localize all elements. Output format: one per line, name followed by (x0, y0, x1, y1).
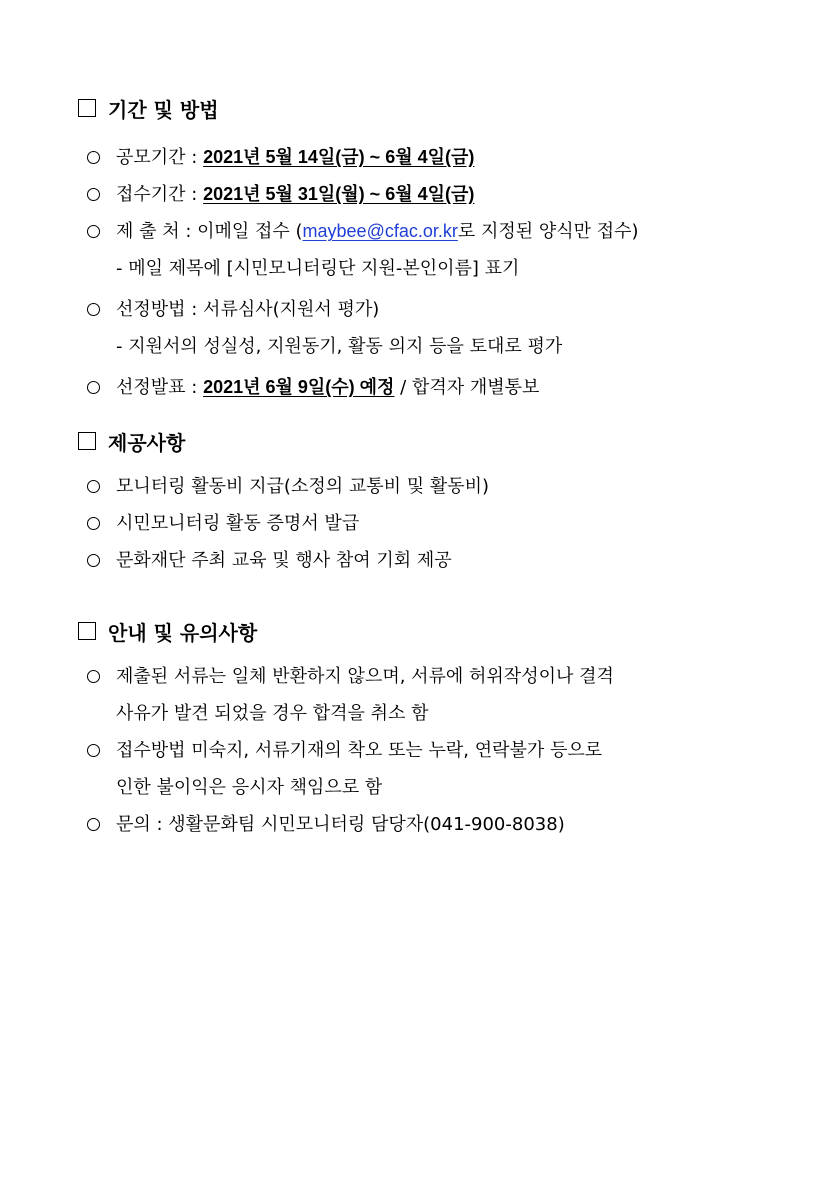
circle-bullet-icon (87, 381, 100, 394)
section-period-method (78, 93, 778, 406)
list-item (78, 505, 778, 542)
circle-bullet-icon (87, 818, 100, 831)
section-heading (78, 93, 778, 123)
item-label: 제출된 서류는 일체 반환하지 않으며, 서류에 허위작성이나 결격 (116, 666, 614, 687)
item-emphasis: 2021년 6월 9일(수) 예정 (203, 377, 395, 397)
item-after: / 합격자 개별통보 (394, 377, 540, 398)
circle-bullet-icon (87, 744, 100, 757)
circle-bullet-icon (87, 225, 100, 238)
item-subline: - 메일 제목에 [시민모니터링단 지원-본인이름] 표기 (116, 258, 520, 279)
section-title: 기간 및 방법 (108, 97, 219, 122)
section-benefits (78, 426, 778, 579)
list-item (78, 658, 778, 695)
circle-bullet-icon (87, 517, 100, 530)
item-label: 공모기간 : (116, 147, 204, 168)
item-after: 로 지정된 양식만 접수) (457, 221, 639, 242)
list-item-announcement (78, 369, 778, 406)
checkbox-icon (78, 622, 96, 640)
circle-bullet-icon (87, 554, 100, 567)
circle-bullet-icon (87, 670, 100, 683)
checkbox-icon (78, 99, 96, 117)
item-subline: - 지원서의 성실성, 지원동기, 활동 의지 등을 토대로 평가 (116, 336, 563, 357)
circle-bullet-icon (87, 303, 100, 316)
section-heading (78, 426, 778, 456)
email-link[interactable]: maybee@cfac.or.kr (302, 221, 458, 241)
section-title: 안내 및 유의사항 (108, 620, 258, 645)
section-notice (78, 616, 778, 843)
section-heading (78, 616, 778, 646)
item-label: 선정발표 : (116, 377, 204, 398)
item-emphasis: 2021년 5월 14일(금) ~ 6월 4일(금) (203, 147, 475, 167)
circle-bullet-icon (87, 480, 100, 493)
circle-bullet-icon (87, 188, 100, 201)
list-item-submission (78, 213, 778, 250)
item-label: 제 출 처 : 이메일 접수 ( (116, 221, 303, 242)
list-item-selection-method (78, 291, 778, 328)
list-item-application-period (78, 139, 778, 176)
circle-bullet-icon (87, 151, 100, 164)
list-item (78, 542, 778, 579)
item-label: 선정방법 : 서류심사(지원서 평가) (116, 299, 380, 320)
item-emphasis: 2021년 5월 31일(월) ~ 6월 4일(금) (203, 184, 475, 204)
list-item (78, 732, 778, 769)
checkbox-icon (78, 432, 96, 450)
item-subline: 사유가 발견 되었을 경우 합격을 취소 함 (116, 703, 429, 724)
item-label: 접수기간 : (116, 184, 204, 205)
list-item-contact (78, 806, 778, 843)
item-label: 모니터링 활동비 지급(소정의 교통비 및 활동비) (116, 476, 490, 497)
section-title: 제공사항 (108, 430, 186, 455)
item-subline: 인한 불이익은 응시자 책임으로 함 (116, 777, 383, 798)
list-item (78, 468, 778, 505)
item-label: 접수방법 미숙지, 서류기재의 착오 또는 누락, 연락불가 등으로 (116, 740, 603, 761)
list-item-receipt-period (78, 176, 778, 213)
item-label: 문화재단 주최 교육 및 행사 참여 기회 제공 (116, 550, 452, 571)
item-label: 시민모니터링 활동 증명서 발급 (116, 513, 360, 534)
item-label: 문의 : 생활문화팀 시민모니터링 담당자(041-900-8038) (116, 814, 565, 835)
